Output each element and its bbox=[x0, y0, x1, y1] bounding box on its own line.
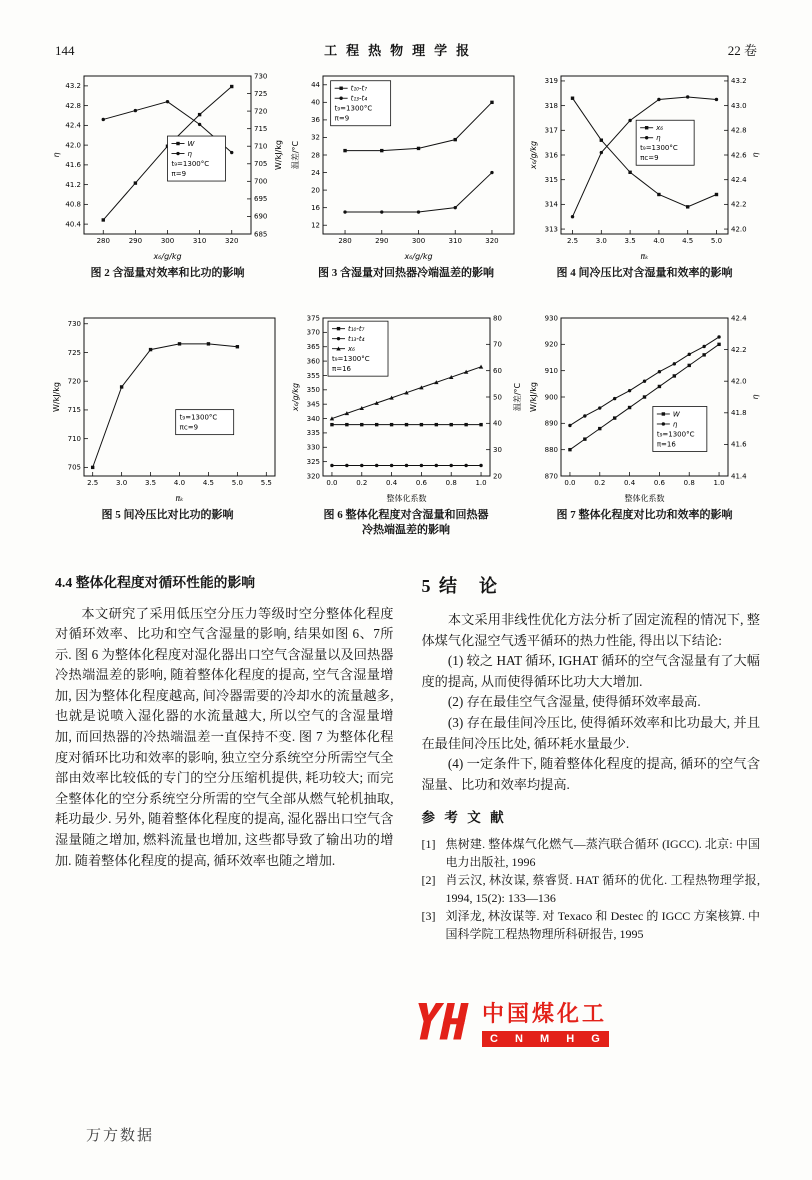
figure-6-caption-line1: 图 6 整体化程度对含湿量和回热器 bbox=[323, 509, 489, 521]
svg-text:0.6: 0.6 bbox=[653, 479, 665, 487]
volume-label: 22 卷 bbox=[727, 43, 757, 58]
svg-text:20: 20 bbox=[310, 186, 320, 195]
svg-text:710: 710 bbox=[67, 434, 81, 443]
svg-text:π=16: π=16 bbox=[331, 365, 351, 374]
svg-text:t₁₀-t₇: t₁₀-t₇ bbox=[350, 84, 367, 93]
svg-text:40.4: 40.4 bbox=[65, 220, 81, 229]
svg-text:318: 318 bbox=[544, 101, 558, 110]
svg-text:43.2: 43.2 bbox=[65, 82, 81, 91]
figure-6-chart bbox=[289, 310, 524, 506]
svg-text:W: W bbox=[187, 140, 195, 149]
svg-text:η: η bbox=[751, 394, 760, 400]
figure-5-plot bbox=[50, 310, 285, 506]
reference-1-number: [1] bbox=[421, 837, 436, 852]
svg-text:x₆/g/kg: x₆/g/kg bbox=[529, 140, 538, 170]
svg-text:1.0: 1.0 bbox=[474, 479, 487, 487]
svg-text:685: 685 bbox=[254, 230, 268, 239]
svg-text:320: 320 bbox=[225, 237, 239, 245]
svg-text:700: 700 bbox=[254, 177, 268, 186]
page-header bbox=[55, 40, 757, 59]
svg-text:W: W bbox=[672, 410, 680, 419]
left-column bbox=[55, 572, 394, 943]
svg-text:314: 314 bbox=[544, 200, 558, 209]
reference-3-number: [3] bbox=[421, 909, 436, 924]
figure-7 bbox=[527, 310, 762, 539]
svg-text:π=16: π=16 bbox=[656, 440, 676, 449]
svg-text:43.2: 43.2 bbox=[731, 77, 747, 86]
svg-text:42.6: 42.6 bbox=[731, 151, 747, 160]
svg-text:π=9: π=9 bbox=[171, 170, 187, 179]
conclusion-item-2: (2) 存在最佳空气含湿量, 使得循环效率最高. bbox=[447, 694, 701, 710]
svg-text:t₉=1300°C: t₉=1300°C bbox=[640, 144, 678, 153]
svg-text:60: 60 bbox=[492, 366, 502, 375]
svg-text:40: 40 bbox=[310, 98, 320, 107]
figure-7-chart bbox=[527, 310, 762, 506]
svg-text:η: η bbox=[52, 152, 61, 158]
svg-text:t₉=1300°C: t₉=1300°C bbox=[179, 413, 218, 422]
cnmhg-logo bbox=[408, 995, 609, 1049]
svg-text:4.0: 4.0 bbox=[653, 237, 665, 245]
svg-text:70: 70 bbox=[492, 340, 502, 349]
svg-text:725: 725 bbox=[67, 348, 81, 357]
svg-text:3.0: 3.0 bbox=[595, 237, 607, 245]
svg-text:πc=9: πc=9 bbox=[640, 154, 659, 163]
svg-text:41.8: 41.8 bbox=[731, 409, 747, 418]
page-number: 144 bbox=[55, 43, 75, 58]
svg-text:42.2: 42.2 bbox=[731, 200, 747, 209]
svg-text:890: 890 bbox=[544, 419, 558, 428]
section-4-4-paragraph: 本文研究了采用低压空分压力等级时空分整体化程度对循环效率、比功和空气含湿量的影响, 结果如图 6、7所示. 图 6 为整体化程度对湿化器出口空气含湿量以及回热器冷热端温差的影响, 随着整体化程度的提高, 空气含湿量增加, 因为整体化程度越高, 间冷器需要的冷却水的流量越多, 也就是说喷入湿化器的水流量越大, 所以空气的含湿量增加, 而回热器的冷热端温差一直保持不变. 图 7 为整体化程度对循环比功和效率的影响, 独立空分系统空分所需空气全部由效率比较低的专门的空分压缩机提供, 耗功较大; 而完全整体化的空分系统空分所需的空气全部从燃气轮机抽取, 耗功最少. 另外, 随着整体化程度的提高, 湿化器出口空气含湿量随之增加, 燃料流量也增加, 这些都导致了输出功的增加. 随着整体化程度的提高, 循环效率也随之增加. bbox=[55, 605, 394, 868]
svg-text:40.8: 40.8 bbox=[65, 200, 81, 209]
svg-text:930: 930 bbox=[544, 314, 558, 323]
svg-text:温差/°C: 温差/°C bbox=[290, 140, 300, 170]
svg-text:350: 350 bbox=[306, 386, 320, 395]
figure-2 bbox=[50, 68, 285, 281]
svg-text:36: 36 bbox=[310, 116, 320, 125]
svg-text:910: 910 bbox=[544, 366, 558, 375]
section-5-heading: 5 结 论 bbox=[421, 576, 499, 596]
svg-text:0.6: 0.6 bbox=[415, 479, 427, 487]
figure-3-chart bbox=[289, 68, 524, 264]
svg-text:705: 705 bbox=[254, 160, 268, 169]
svg-text:42.4: 42.4 bbox=[731, 175, 747, 184]
reference-2-text: 肖云汉, 林汝谋, 蔡睿贤. HAT 循环的优化. 工程热物理学报, 1994, 15(2): 133—136 bbox=[445, 873, 760, 906]
svg-text:335: 335 bbox=[306, 429, 320, 438]
svg-text:300: 300 bbox=[160, 237, 175, 245]
svg-text:整体化系数: 整体化系数 bbox=[386, 494, 426, 503]
svg-text:24: 24 bbox=[310, 168, 320, 177]
figure-5 bbox=[50, 310, 285, 539]
figure-2-caption: 图 2 含湿量对效率和比功的影响 bbox=[90, 267, 245, 279]
cnmhg-logo-text bbox=[482, 997, 609, 1047]
conclusion-intro: 本文采用非线性优化方法分析了固定流程的情况下, 整体煤气化湿空气透平循环的热力性能, 得出以下结论: bbox=[421, 612, 760, 648]
svg-text:4.5: 4.5 bbox=[202, 479, 215, 487]
svg-text:720: 720 bbox=[254, 107, 268, 116]
svg-text:715: 715 bbox=[67, 406, 81, 415]
svg-text:42.0: 42.0 bbox=[65, 141, 81, 150]
svg-text:0.0: 0.0 bbox=[564, 479, 576, 487]
reference-2 bbox=[422, 871, 761, 907]
svg-text:375: 375 bbox=[306, 314, 320, 323]
svg-text:920: 920 bbox=[544, 340, 558, 349]
svg-text:3.5: 3.5 bbox=[624, 237, 636, 245]
svg-text:41.6: 41.6 bbox=[731, 440, 747, 449]
svg-text:42.8: 42.8 bbox=[65, 101, 81, 110]
conclusion-item-1: (1) 较之 HAT 循环, IGHAT 循环的空气含湿量有了大幅度的提高, 从而使得循环比功大大增加. bbox=[421, 653, 760, 689]
svg-text:315: 315 bbox=[544, 175, 558, 184]
svg-text:50: 50 bbox=[492, 393, 502, 402]
svg-text:370: 370 bbox=[306, 328, 320, 337]
svg-text:280: 280 bbox=[96, 237, 110, 245]
svg-text:η: η bbox=[672, 420, 678, 429]
svg-text:x₆: x₆ bbox=[347, 345, 355, 354]
watermark-wanfang: 万方数据 bbox=[86, 1128, 155, 1144]
svg-text:41.2: 41.2 bbox=[65, 180, 81, 189]
svg-text:整体化系数: 整体化系数 bbox=[624, 494, 665, 503]
svg-text:0.4: 0.4 bbox=[624, 479, 636, 487]
svg-text:42.8: 42.8 bbox=[731, 126, 747, 135]
svg-text:0.4: 0.4 bbox=[385, 479, 397, 487]
svg-text:t₉=1300°C: t₉=1300°C bbox=[334, 104, 372, 113]
svg-text:880: 880 bbox=[544, 445, 558, 454]
cnmhg-logo-chinese: 中国煤化工 bbox=[482, 1001, 608, 1026]
svg-text:πₖ: πₖ bbox=[640, 252, 649, 261]
svg-text:365: 365 bbox=[306, 343, 320, 352]
svg-text:5.0: 5.0 bbox=[710, 237, 723, 245]
references-heading: 参 考 文 献 bbox=[421, 810, 507, 826]
svg-text:710: 710 bbox=[254, 142, 268, 151]
figure-7-plot bbox=[527, 310, 762, 506]
figure-4-chart bbox=[527, 68, 762, 264]
svg-text:1.0: 1.0 bbox=[713, 479, 725, 487]
svg-text:720: 720 bbox=[67, 377, 81, 386]
svg-text:41.6: 41.6 bbox=[65, 161, 81, 170]
svg-text:290: 290 bbox=[128, 237, 143, 245]
svg-text:313: 313 bbox=[544, 225, 558, 234]
svg-text:360: 360 bbox=[306, 357, 320, 366]
svg-text:温差/°C: 温差/°C bbox=[512, 382, 522, 412]
svg-text:20: 20 bbox=[492, 472, 502, 481]
svg-text:t₁₃-t₄: t₁₃-t₄ bbox=[347, 335, 364, 344]
svg-text:319: 319 bbox=[544, 77, 558, 86]
figure-2-chart bbox=[50, 68, 285, 264]
svg-text:80: 80 bbox=[492, 314, 502, 323]
figure-2-plot bbox=[50, 68, 285, 264]
figure-row-1 bbox=[50, 68, 762, 281]
svg-text:42.0: 42.0 bbox=[731, 225, 747, 234]
figure-6 bbox=[289, 310, 524, 539]
svg-text:2.5: 2.5 bbox=[566, 237, 579, 245]
svg-text:310: 310 bbox=[192, 237, 207, 245]
figure-3 bbox=[289, 68, 524, 281]
svg-text:0.8: 0.8 bbox=[683, 479, 695, 487]
svg-text:715: 715 bbox=[254, 124, 268, 133]
svg-text:310: 310 bbox=[448, 237, 462, 245]
svg-text:41.4: 41.4 bbox=[731, 472, 747, 481]
figure-6-caption bbox=[289, 508, 524, 539]
cnmhg-logo-mark bbox=[408, 995, 472, 1049]
figure-5-caption: 图 5 间冷压比对比功的影响 bbox=[101, 509, 234, 521]
svg-text:3.0: 3.0 bbox=[116, 479, 128, 487]
svg-text:t₉=1300°C: t₉=1300°C bbox=[656, 430, 695, 439]
svg-text:W/kJ/kg: W/kJ/kg bbox=[529, 381, 538, 413]
svg-text:43.0: 43.0 bbox=[731, 101, 747, 110]
svg-text:42.4: 42.4 bbox=[65, 121, 81, 130]
svg-text:42.4: 42.4 bbox=[731, 314, 747, 323]
svg-text:330: 330 bbox=[306, 443, 320, 452]
svg-text:W/kJ/kg: W/kJ/kg bbox=[274, 139, 283, 171]
svg-text:730: 730 bbox=[67, 320, 81, 329]
svg-text:28: 28 bbox=[310, 151, 320, 160]
svg-text:12: 12 bbox=[310, 221, 320, 230]
svg-text:0.2: 0.2 bbox=[355, 479, 367, 487]
svg-text:730: 730 bbox=[254, 72, 268, 81]
svg-text:317: 317 bbox=[544, 126, 558, 135]
svg-text:16: 16 bbox=[310, 203, 320, 212]
svg-text:πₖ: πₖ bbox=[175, 494, 184, 503]
svg-text:πc=9: πc=9 bbox=[179, 423, 199, 432]
svg-text:t₁₀-t₇: t₁₀-t₇ bbox=[347, 325, 364, 334]
svg-text:40: 40 bbox=[492, 419, 502, 428]
figure-6-plot bbox=[289, 310, 524, 506]
figure-4 bbox=[527, 68, 762, 281]
svg-text:5.0: 5.0 bbox=[231, 479, 243, 487]
figure-4-plot bbox=[527, 68, 762, 264]
svg-text:900: 900 bbox=[544, 393, 558, 402]
svg-text:x₆: x₆ bbox=[656, 124, 664, 133]
reference-1-text: 焦树建. 整体煤气化燃气—蒸汽联合循环 (IGCC). 北京: 中国电力出版社, 1996 bbox=[445, 837, 760, 870]
svg-text:44: 44 bbox=[310, 81, 320, 90]
figure-6-caption-line2: 冷热端温差的影响 bbox=[362, 524, 450, 537]
svg-text:4.5: 4.5 bbox=[682, 237, 694, 245]
svg-text:x₆/g/kg: x₆/g/kg bbox=[153, 252, 182, 261]
svg-text:t₁₃-t₄: t₁₃-t₄ bbox=[350, 94, 367, 103]
svg-text:725: 725 bbox=[254, 89, 268, 98]
svg-text:340: 340 bbox=[306, 414, 320, 423]
svg-text:W/kJ/kg: W/kJ/kg bbox=[52, 381, 61, 413]
svg-text:42.0: 42.0 bbox=[731, 377, 747, 386]
figure-5-chart bbox=[50, 310, 285, 506]
svg-text:320: 320 bbox=[306, 472, 320, 481]
reference-3 bbox=[422, 907, 761, 943]
body-columns bbox=[55, 572, 760, 943]
svg-text:280: 280 bbox=[337, 237, 352, 245]
svg-text:695: 695 bbox=[254, 195, 268, 204]
svg-text:0.8: 0.8 bbox=[445, 479, 457, 487]
svg-text:705: 705 bbox=[67, 463, 81, 472]
svg-text:2.5: 2.5 bbox=[87, 479, 99, 487]
reference-1 bbox=[422, 835, 761, 871]
figure-4-caption: 图 4 间冷压比对含湿量和效率的影响 bbox=[556, 267, 733, 279]
right-column bbox=[422, 572, 761, 943]
svg-text:690: 690 bbox=[254, 212, 268, 221]
reference-2-number: [2] bbox=[421, 873, 436, 888]
svg-text:4.0: 4.0 bbox=[173, 479, 186, 487]
svg-text:32: 32 bbox=[310, 133, 320, 142]
svg-text:π=9: π=9 bbox=[334, 114, 349, 123]
svg-text:345: 345 bbox=[306, 400, 320, 409]
journal-title: 工程热物理学报 bbox=[324, 43, 479, 58]
svg-text:300: 300 bbox=[411, 237, 425, 245]
svg-text:0.0: 0.0 bbox=[325, 479, 338, 487]
svg-text:870: 870 bbox=[544, 472, 558, 481]
conclusion-item-4: (4) 一定条件下, 随着整体化程度的提高, 循环的空气含湿量、比功和效率均提高. bbox=[421, 756, 760, 792]
svg-text:320: 320 bbox=[484, 237, 499, 245]
svg-text:5.5: 5.5 bbox=[260, 479, 272, 487]
svg-text:30: 30 bbox=[492, 445, 502, 454]
svg-text:42.2: 42.2 bbox=[731, 345, 747, 354]
svg-text:x₆/g/kg: x₆/g/kg bbox=[403, 252, 433, 261]
svg-text:t₉=1300°C: t₉=1300°C bbox=[171, 160, 210, 169]
svg-text:290: 290 bbox=[374, 237, 388, 245]
svg-text:0.2: 0.2 bbox=[594, 479, 606, 487]
figure-3-plot bbox=[289, 68, 524, 264]
svg-text:x₆/g/kg: x₆/g/kg bbox=[290, 382, 300, 412]
svg-text:3.5: 3.5 bbox=[144, 479, 157, 487]
svg-text:η: η bbox=[656, 134, 661, 143]
svg-text:t₉=1300°C: t₉=1300°C bbox=[331, 355, 370, 364]
svg-text:316: 316 bbox=[544, 151, 558, 160]
svg-text:η: η bbox=[751, 152, 760, 158]
reference-3-text: 刘泽龙, 林汝谋等. 对 Texaco 和 Destec 的 IGCC 方案核算. 中国科学院工程热物理所科研报告, 1995 bbox=[445, 909, 760, 942]
figure-7-caption: 图 7 整体化程度对比功和效率的影响 bbox=[556, 509, 733, 521]
cnmhg-logo-bar: C N M H G bbox=[482, 1031, 609, 1047]
figure-3-caption: 图 3 含湿量对回热器冷端温差的影响 bbox=[318, 267, 494, 279]
conclusion-item-3: (3) 存在最佳间冷压比, 使得循环效率和比功最大, 并且在最佳间冷压比处, 循环耗水量最少. bbox=[421, 715, 760, 751]
svg-text:η: η bbox=[187, 150, 192, 159]
svg-text:355: 355 bbox=[306, 371, 320, 380]
section-4-4-heading: 4.4 整体化程度对循环性能的影响 bbox=[55, 575, 256, 590]
figure-row-2 bbox=[50, 310, 762, 539]
svg-text:325: 325 bbox=[306, 457, 320, 466]
